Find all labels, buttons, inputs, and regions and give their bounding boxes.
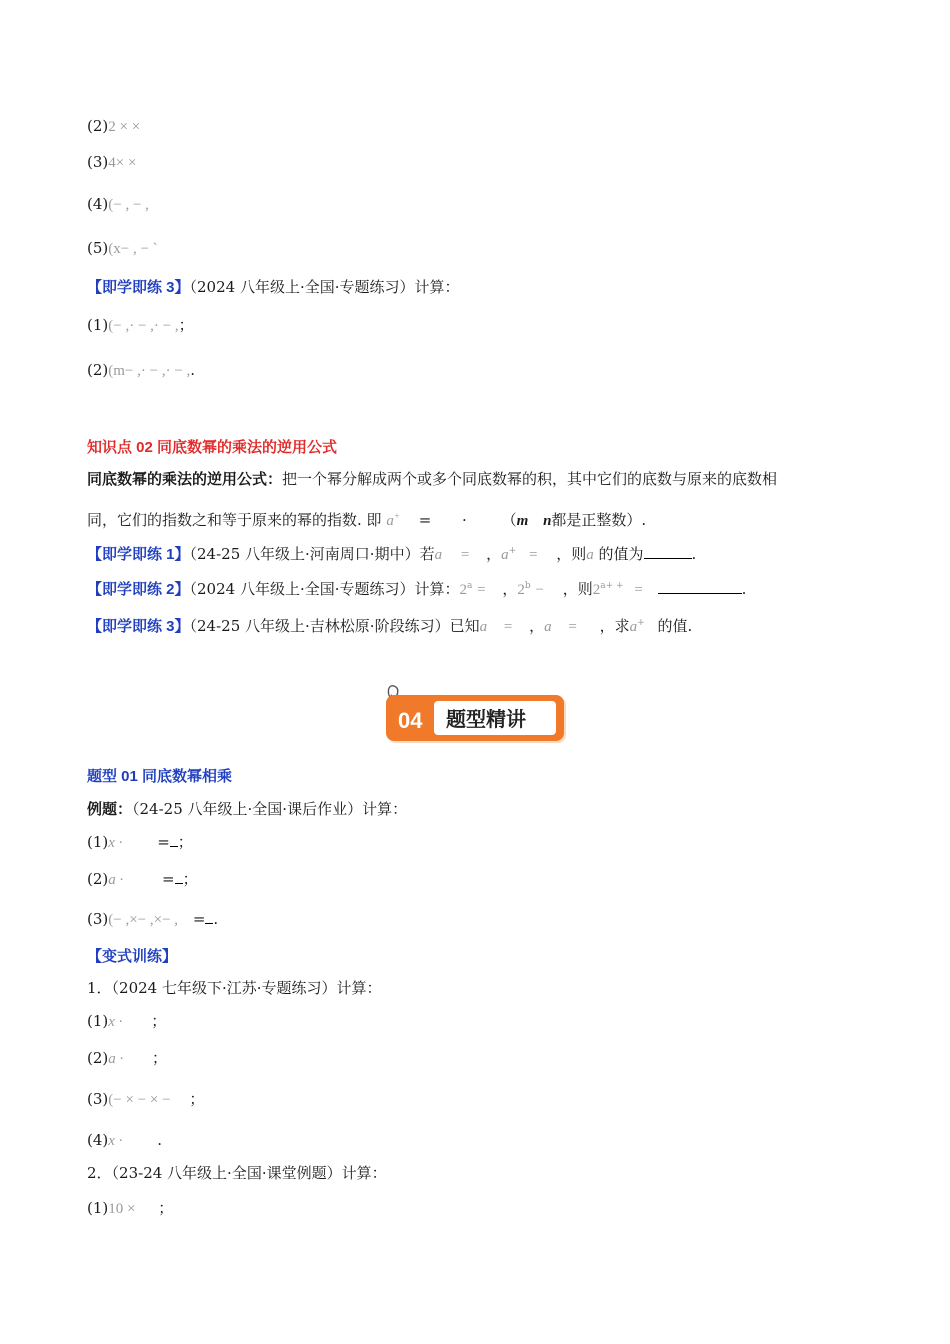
drill-tag: 【即学即练 3】 bbox=[87, 279, 190, 296]
example-q1: (1)x · = ； bbox=[87, 833, 193, 851]
drill-3: 【即学即练 3】（24-25 八年级上·吉林松原·阶段练习）已知a = ，a = ，求a+ 的值. bbox=[87, 617, 693, 635]
problem-line-2: (2)2 × × bbox=[87, 117, 141, 135]
drill-3-q2: (2)(m− ,· − ,· − ,. bbox=[87, 361, 196, 379]
practice-2: 2．（23-24 八年级上·全国·课堂例题）计算： bbox=[87, 1164, 387, 1182]
variant-title: 【变式训练】 bbox=[87, 948, 178, 965]
section-banner bbox=[384, 680, 570, 746]
drill-3-q1: (1)(− ,· − ,· − ,； bbox=[87, 316, 194, 334]
drill-2: 【即学即练 2】（2024 八年级上·全国·专题练习）计算：2$^a$ = ，2$^b$ − ，则$2^{a+ +}$ = . bbox=[87, 580, 747, 598]
answer-blank[interactable] bbox=[175, 869, 183, 884]
math-expr: (− , − , bbox=[108, 197, 149, 213]
practice-1-q3: (3)(− × − × − ； bbox=[87, 1090, 205, 1108]
drill-1: 【即学即练 1】（24-25 八年级上·河南周口·期中）若a = ，a+ = ，则a 的值为 . bbox=[87, 545, 697, 563]
math-expr: 2 × × bbox=[108, 119, 141, 135]
math-expr: (x− , − ` bbox=[108, 241, 158, 257]
answer-blank[interactable] bbox=[170, 832, 178, 847]
banner-title: 题型精讲 bbox=[446, 707, 526, 731]
drill-3-heading: 【即学即练 3】（2024 八年级上·全国·专题练习）计算： bbox=[87, 278, 460, 296]
practice-1-q2: (2)a · ； bbox=[87, 1049, 168, 1067]
answer-blank[interactable] bbox=[658, 579, 742, 594]
practice-1-q4: (4)x · . bbox=[87, 1131, 162, 1149]
banner-number: 04 bbox=[398, 708, 423, 733]
practice-1-q1: (1)x · ； bbox=[87, 1012, 167, 1030]
problem-line-4: (4)(− , − , bbox=[87, 195, 149, 213]
kp-paragraph-2: 同，它们的指数之和等于原来的幂的指数. 即 a+ = · （m n都是正整数）. bbox=[87, 511, 647, 529]
practice-2-q1: (1)10 × ； bbox=[87, 1199, 174, 1217]
example-q2: (2)a · = ； bbox=[87, 870, 198, 888]
example-heading: 例题：（24-25 八年级上·全国·课后作业）计算： bbox=[87, 800, 408, 818]
answer-blank[interactable] bbox=[644, 544, 692, 559]
formula: a+ bbox=[386, 511, 400, 529]
drill-tag: 【即学即练 1】 bbox=[87, 546, 190, 563]
problem-line-3: (3)4× × bbox=[87, 153, 137, 171]
section-title: 知识点 02 同底数幂的乘法的逆用公式 bbox=[87, 439, 338, 456]
practice-1: 1．（2024 七年级下·江苏·专题练习）计算： bbox=[87, 979, 382, 997]
drill-tag: 【即学即练 3】 bbox=[87, 618, 190, 635]
drill-tag: 【即学即练 2】 bbox=[87, 581, 190, 598]
math-expr: 4× × bbox=[108, 155, 137, 171]
example-q3: (3)(− ,×− ,×− , = . bbox=[87, 910, 219, 928]
type-title: 题型 01 同底数幂相乘 bbox=[87, 768, 233, 785]
kp-paragraph-1: 同底数幂的乘法的逆用公式：把一个幂分解成两个或多个同底数幂的积，其中它们的底数与原来的底数相 bbox=[87, 470, 778, 488]
problem-line-5: (5)(x− , − ` bbox=[87, 239, 158, 257]
